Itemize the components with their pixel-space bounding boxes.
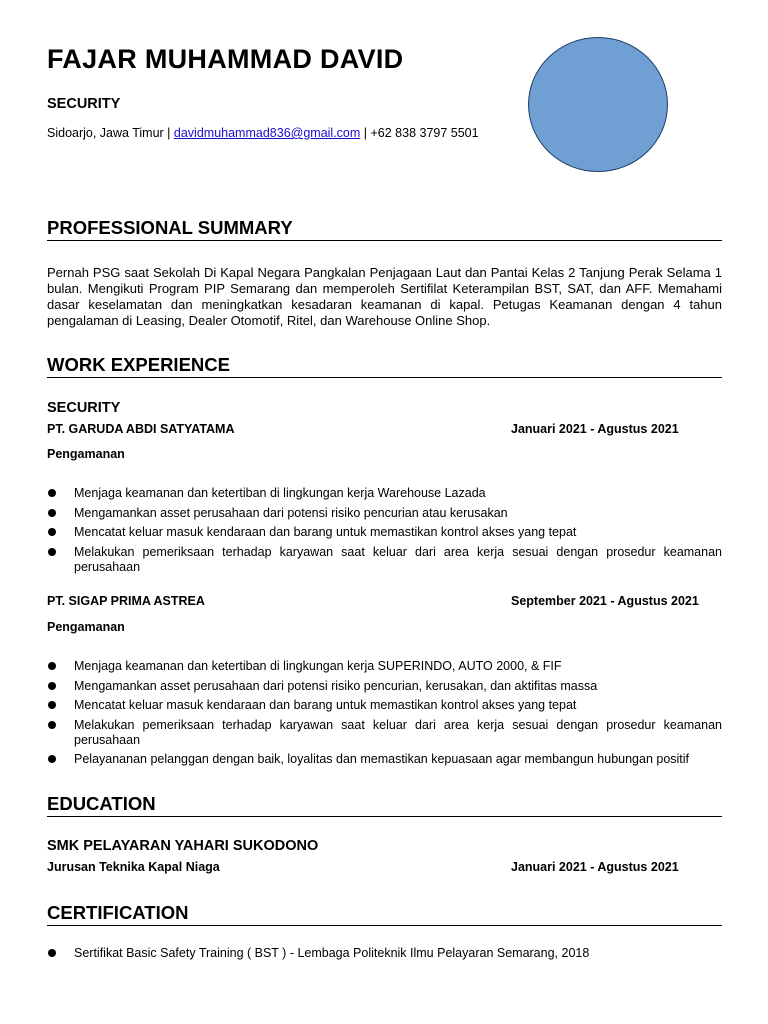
bullet-icon	[48, 509, 56, 517]
list-item: Sertifikat Basic Safety Training ( BST ) - Lembaga Politeknik Ilmu Pelayaran Semarang, 2018	[47, 946, 722, 961]
location-text: Sidoarjo, Jawa Timur |	[47, 126, 174, 140]
list-item: Menjaga keamanan dan ketertiban di lingkungan kerja Warehouse Lazada	[47, 486, 722, 501]
bullet-icon	[48, 721, 56, 729]
contact-line	[47, 126, 479, 140]
profile-photo-placeholder	[528, 37, 668, 172]
section-heading-summary: PROFESSIONAL SUMMARY	[47, 217, 722, 241]
job-dept-2: Pengamanan	[47, 620, 125, 634]
list-item: Mencatat keluar masuk kendaraan dan barang untuk memastikan kontrol akses yang tepat	[47, 525, 722, 540]
list-item: Pelayananan pelanggan dengan baik, loyalitas dan memastikan kepuasaan agar membangun hubungan positif	[47, 752, 722, 767]
email-link[interactable]: davidmuhammad836@gmail.com	[173, 126, 361, 140]
list-item: Melakukan pemeriksaan terhadap karyawan saat keluar dari area kerja sesuai dengan prosedur keamanan perusahaan	[47, 718, 722, 748]
bullet-icon	[48, 701, 56, 709]
summary-text: Pernah PSG saat Sekolah Di Kapal Negara Pangkalan Penjagaan Laut dan Pantai Kelas 2 Tanjung Perak Selama 1 bulan. Mengikuti Program PIP Semarang dan memperoleh Sertifilat Keterampilan BST, SAT, dan AFF. Memahami dasar keselamatan dan meningkatkan kesadaran keamanan di kapal. Petugas Keamanan dengan 4 tahun pengalaman di Leasing, Dealer Otomotif, Ritel, dan Warehouse Online Shop.	[47, 265, 722, 328]
job-date-1: Januari 2021 - Agustus 2021	[511, 422, 679, 436]
candidate-name: FAJAR MUHAMMAD DAVID	[47, 44, 404, 74]
bullet-icon	[48, 662, 56, 670]
job-1-duties	[47, 486, 722, 575]
section-heading-education: EDUCATION	[47, 793, 722, 817]
school-name: SMK PELAYARAN YAHARI SUKODONO	[47, 838, 319, 854]
job-title: SECURITY	[47, 400, 121, 416]
section-heading-experience: WORK EXPERIENCE	[47, 354, 722, 378]
bullet-icon	[48, 682, 56, 690]
bullet-icon	[48, 489, 56, 497]
job-2-duties	[47, 659, 722, 767]
bullet-icon	[48, 949, 56, 957]
list-item: Mengamankan asset perusahaan dari potensi risiko pencurian atau kerusakan	[47, 506, 722, 521]
section-heading-certification: CERTIFICATION	[47, 902, 722, 926]
bullet-icon	[48, 755, 56, 763]
list-item: Mencatat keluar masuk kendaraan dan barang untuk memastikan kontrol akses yang tepat	[47, 698, 722, 713]
company-name-1: PT. GARUDA ABDI SATYATAMA	[47, 422, 235, 436]
candidate-role: SECURITY	[47, 96, 121, 112]
school-major: Jurusan Teknika Kapal Niaga	[47, 860, 220, 874]
list-item: Menjaga keamanan dan ketertiban di lingkungan kerja SUPERINDO, AUTO 2000, & FIF	[47, 659, 722, 674]
company-name-2: PT. SIGAP PRIMA ASTREA	[47, 594, 205, 608]
job-date-2: September 2021 - Agustus 2021	[511, 594, 699, 608]
list-item: Mengamankan asset perusahaan dari potensi risiko pencurian, kerusakan, dan aktifitas massa	[47, 679, 722, 694]
list-item: Melakukan pemeriksaan terhadap karyawan saat keluar dari area kerja sesuai dengan prosedur keamanan perusahaan	[47, 545, 722, 575]
job-dept-1: Pengamanan	[47, 447, 125, 461]
school-date: Januari 2021 - Agustus 2021	[511, 860, 679, 874]
phone-text: | +62 838 3797 5501	[360, 126, 479, 140]
certification-list	[47, 946, 722, 961]
bullet-icon	[48, 548, 56, 556]
bullet-icon	[48, 528, 56, 536]
